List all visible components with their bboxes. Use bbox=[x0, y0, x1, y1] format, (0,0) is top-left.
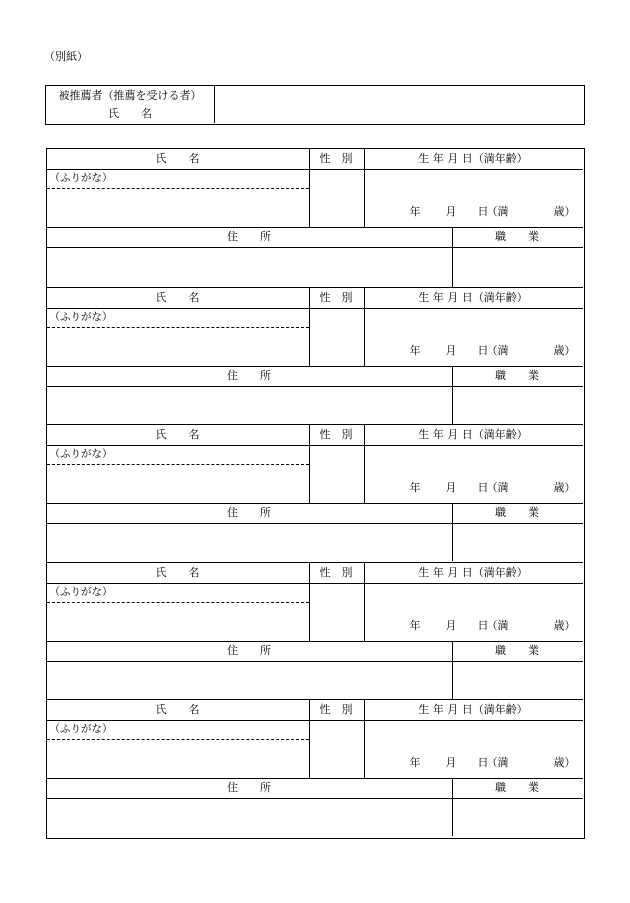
birth-month-label: 月 bbox=[445, 756, 457, 770]
occupation-field[interactable] bbox=[453, 248, 583, 285]
name-field[interactable] bbox=[47, 328, 309, 366]
gender-header: 性 別 bbox=[319, 428, 353, 442]
birth-day-label: 日 bbox=[477, 343, 489, 357]
birth-day-label: 日 bbox=[477, 756, 489, 770]
candidate-record bbox=[47, 562, 583, 700]
birth-day-label: 日 bbox=[477, 481, 489, 495]
address-header: 住 所 bbox=[227, 230, 271, 243]
candidate-record bbox=[47, 424, 583, 562]
occupation-header: 職 業 bbox=[495, 643, 539, 657]
gender-field[interactable] bbox=[310, 309, 364, 366]
birth-month-label: 月 bbox=[445, 343, 457, 357]
name-header: 氏 名 bbox=[155, 290, 200, 304]
name-field[interactable] bbox=[47, 603, 309, 641]
address-field[interactable] bbox=[47, 387, 452, 424]
occupation-header: 職 業 bbox=[495, 368, 539, 382]
age-open-label: （満 bbox=[486, 205, 509, 218]
age-close-label: 歳） bbox=[553, 618, 576, 632]
gender-field[interactable] bbox=[310, 170, 364, 227]
birth-day-label: 日 bbox=[477, 205, 489, 218]
furigana-field[interactable] bbox=[47, 446, 309, 464]
birth-date-field[interactable] bbox=[365, 170, 583, 227]
address-field[interactable] bbox=[47, 662, 452, 699]
candidate-record bbox=[47, 149, 583, 287]
furigana-field[interactable] bbox=[47, 170, 309, 188]
birth-year-label: 年 bbox=[409, 205, 421, 218]
furigana-field[interactable] bbox=[47, 309, 309, 327]
nominee-box bbox=[45, 85, 585, 125]
name-header: 氏 名 bbox=[155, 703, 200, 717]
gender-field[interactable] bbox=[310, 584, 364, 641]
age-open-label: （満 bbox=[486, 481, 509, 495]
occupation-field[interactable] bbox=[453, 662, 583, 699]
address-header: 住 所 bbox=[227, 643, 271, 657]
occupation-field[interactable] bbox=[453, 524, 583, 561]
address-field[interactable] bbox=[47, 248, 452, 285]
name-field[interactable] bbox=[47, 740, 309, 778]
gender-field[interactable] bbox=[310, 721, 364, 778]
birth-month-label: 月 bbox=[445, 618, 457, 632]
furigana-field[interactable] bbox=[47, 721, 309, 739]
attachment-label: （別紙） bbox=[44, 50, 88, 63]
birth-day-label: 日 bbox=[477, 618, 489, 632]
address-header: 住 所 bbox=[227, 506, 271, 520]
occupation-header: 職 業 bbox=[495, 230, 539, 243]
birth-date-header: 生 年 月 日（満年齢） bbox=[418, 703, 528, 717]
candidate-record bbox=[47, 287, 583, 425]
gender-field[interactable] bbox=[310, 446, 364, 503]
age-close-label: 歳） bbox=[553, 481, 576, 495]
age-open-label: （満 bbox=[486, 756, 509, 770]
address-header: 住 所 bbox=[227, 781, 271, 795]
birth-date-field[interactable] bbox=[365, 309, 583, 366]
birth-date-field[interactable] bbox=[365, 721, 583, 778]
furigana-label: （ふりがな） bbox=[49, 723, 113, 736]
gender-header: 性 別 bbox=[319, 290, 353, 304]
furigana-field[interactable] bbox=[47, 584, 309, 602]
name-field[interactable] bbox=[47, 465, 309, 503]
age-open-label: （満 bbox=[486, 343, 509, 357]
gender-header: 性 別 bbox=[319, 152, 353, 165]
candidate-record bbox=[47, 699, 583, 837]
age-close-label: 歳） bbox=[553, 205, 576, 218]
age-open-label: （満 bbox=[486, 618, 509, 632]
birth-date-header: 生 年 月 日（満年齢） bbox=[418, 152, 528, 165]
birth-month-label: 月 bbox=[445, 481, 457, 495]
address-field[interactable] bbox=[47, 524, 452, 561]
gender-header: 性 別 bbox=[319, 703, 353, 717]
birth-year-label: 年 bbox=[409, 756, 421, 770]
furigana-label: （ふりがな） bbox=[49, 448, 113, 461]
name-header: 氏 名 bbox=[155, 565, 200, 579]
address-header: 住 所 bbox=[227, 368, 271, 382]
name-header: 氏 名 bbox=[155, 152, 200, 165]
furigana-label: （ふりがな） bbox=[49, 310, 113, 323]
occupation-header: 職 業 bbox=[495, 506, 539, 520]
name-header: 氏 名 bbox=[155, 428, 200, 442]
birth-date-header: 生 年 月 日（満年齢） bbox=[418, 290, 528, 304]
birth-year-label: 年 bbox=[409, 481, 421, 495]
birth-year-label: 年 bbox=[409, 343, 421, 357]
nominee-label: 被推薦者（推薦を受ける者） bbox=[58, 89, 202, 102]
gender-header: 性 別 bbox=[319, 565, 353, 579]
birth-year-label: 年 bbox=[409, 618, 421, 632]
nominee-name-label: 氏 名 bbox=[108, 107, 152, 120]
age-close-label: 歳） bbox=[553, 756, 576, 770]
candidates-table bbox=[46, 148, 585, 839]
occupation-field[interactable] bbox=[453, 387, 583, 424]
occupation-header: 職 業 bbox=[495, 781, 539, 795]
birth-month-label: 月 bbox=[445, 205, 457, 218]
birth-date-header: 生 年 月 日（満年齢） bbox=[418, 428, 528, 442]
birth-date-field[interactable] bbox=[365, 446, 583, 503]
birth-date-header: 生 年 月 日（満年齢） bbox=[418, 565, 528, 579]
furigana-label: （ふりがな） bbox=[49, 585, 113, 598]
name-field[interactable] bbox=[47, 189, 309, 227]
furigana-label: （ふりがな） bbox=[49, 172, 113, 184]
nominee-name-field[interactable] bbox=[215, 86, 583, 123]
address-field[interactable] bbox=[47, 799, 452, 836]
birth-date-field[interactable] bbox=[365, 584, 583, 641]
age-close-label: 歳） bbox=[553, 343, 576, 357]
occupation-field[interactable] bbox=[453, 799, 583, 836]
